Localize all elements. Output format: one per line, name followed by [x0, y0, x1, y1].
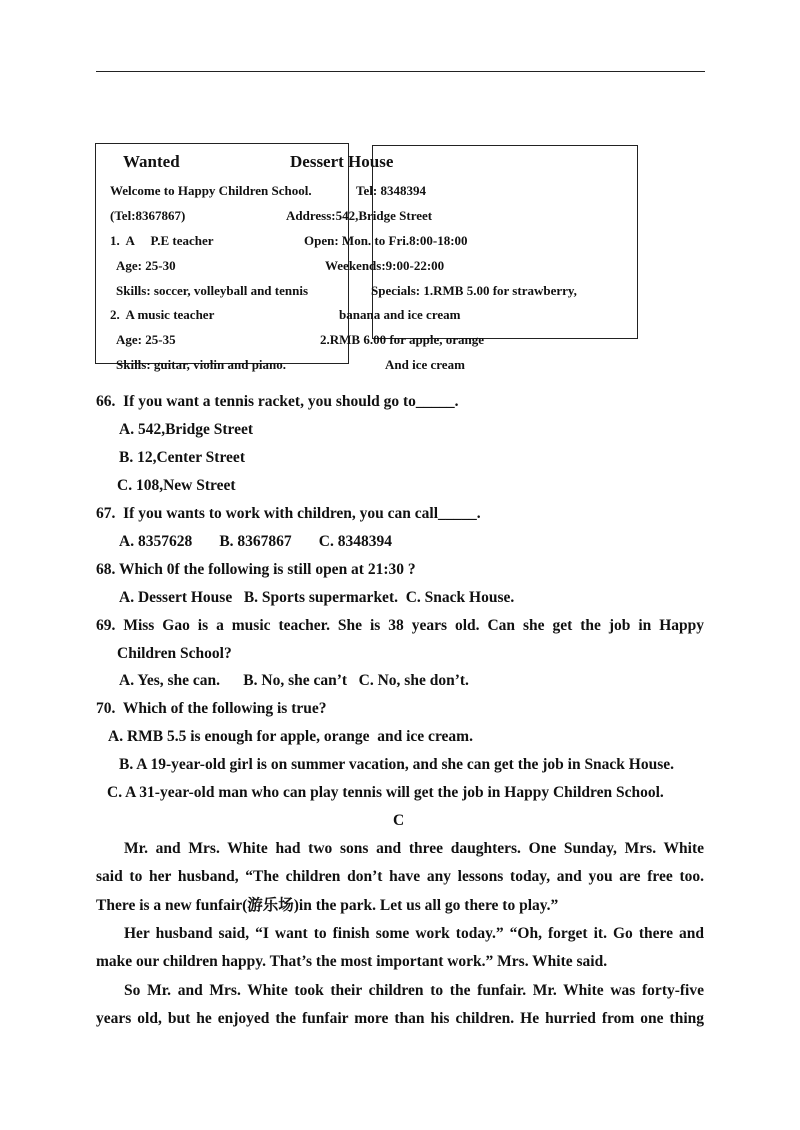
dessert-line: Open: Mon. to Fri.8:00-18:00	[304, 233, 468, 248]
answer-option: B. 12,Center Street	[119, 449, 245, 466]
answer-options: A. Dessert House B. Sports supermarket. C. Snack House.	[119, 589, 515, 606]
question-stem: 68. Which 0f the following is still open at 21:30 ?	[96, 561, 416, 578]
wanted-line: Skills: soccer, volleyball and tennis	[116, 283, 309, 298]
wanted-line: Age: 25-30	[116, 258, 176, 273]
answer-option: A. 542,Bridge Street	[119, 421, 254, 438]
passage-paragraph	[96, 920, 704, 977]
answer-option: A. RMB 5.5 is enough for apple, orange and ice cream.	[108, 728, 473, 745]
passage-line: Mr. and Mrs. White had two sons and three daughters. One Sunday, Mrs. White	[124, 840, 704, 857]
question-stem: 69. Miss Gao is a music teacher. She is 38 years old. Can she get the job in Happy	[96, 617, 704, 634]
dessert-line: Address:542,Bridge Street	[286, 208, 433, 223]
question-stem: 67. If you wants to work with children, you can call_____.	[96, 505, 481, 522]
wanted-line: Age: 25-35	[116, 332, 176, 347]
passage-line: said to her husband, “The children don’t have any lessons today, and you are free too.	[96, 868, 704, 886]
passage-paragraph	[96, 977, 704, 1034]
wanted-line: Skills: guitar, violin and piano.	[116, 357, 287, 372]
answer-option: B. A 19-year-old girl is on summer vacation, and she can get the job in Snack House.	[119, 756, 675, 773]
wanted-line: 1. A P.E teacher	[110, 233, 214, 248]
header-rule	[96, 71, 705, 72]
wanted-line: (Tel:8367867)	[110, 208, 186, 223]
wanted-line: Welcome to Happy Children School.	[110, 183, 312, 198]
wanted-title: Wanted	[123, 152, 180, 171]
passage-line: make our children happy. That’s the most important work.” Mrs. White said.	[96, 953, 608, 971]
passage-line: Her husband said, “I want to finish some work today.” “Oh, forget it. Go there and	[124, 925, 704, 942]
dessert-line: 2.RMB 6.00 for apple, orange	[320, 332, 485, 347]
passage-paragraph	[96, 835, 704, 920]
answer-option: C. 108,New Street	[117, 477, 236, 494]
dessert-line: Tel: 8348394	[356, 183, 426, 198]
wanted-line: 2. A music teacher	[110, 307, 215, 322]
dessert-line: Weekends:9:00-22:00	[325, 258, 445, 273]
dessert-line: Specials: 1.RMB 5.00 for strawberry,	[371, 283, 577, 298]
question-stem-continued: Children School?	[117, 645, 232, 662]
question-stem: 66. If you want a tennis racket, you should go to_____.	[96, 393, 459, 410]
answer-options: A. 8357628 B. 8367867 C. 8348394	[119, 533, 392, 550]
dessert-house-title: Dessert House	[290, 152, 394, 171]
passage-line: So Mr. and Mrs. White took their children to the funfair. Mr. White was forty-five	[124, 982, 704, 999]
wanted-ad-box	[95, 143, 349, 364]
answer-options: A. Yes, she can. B. No, she can’t C. No, she don’t.	[119, 672, 469, 689]
section-label: C	[393, 812, 405, 829]
passage-line: There is a new funfair(游乐场)in the park. Let us all go there to play.”	[96, 896, 559, 914]
passage-line: years old, but he enjoyed the funfair more than his children. He hurried from one thing	[96, 1010, 704, 1028]
answer-option: C. A 31-year-old man who can play tennis will get the job in Happy Children School.	[107, 784, 664, 801]
dessert-line: And ice cream	[385, 357, 465, 372]
dessert-line: banana and ice cream	[339, 307, 461, 322]
question-stem: 70. Which of the following is true?	[96, 700, 327, 717]
